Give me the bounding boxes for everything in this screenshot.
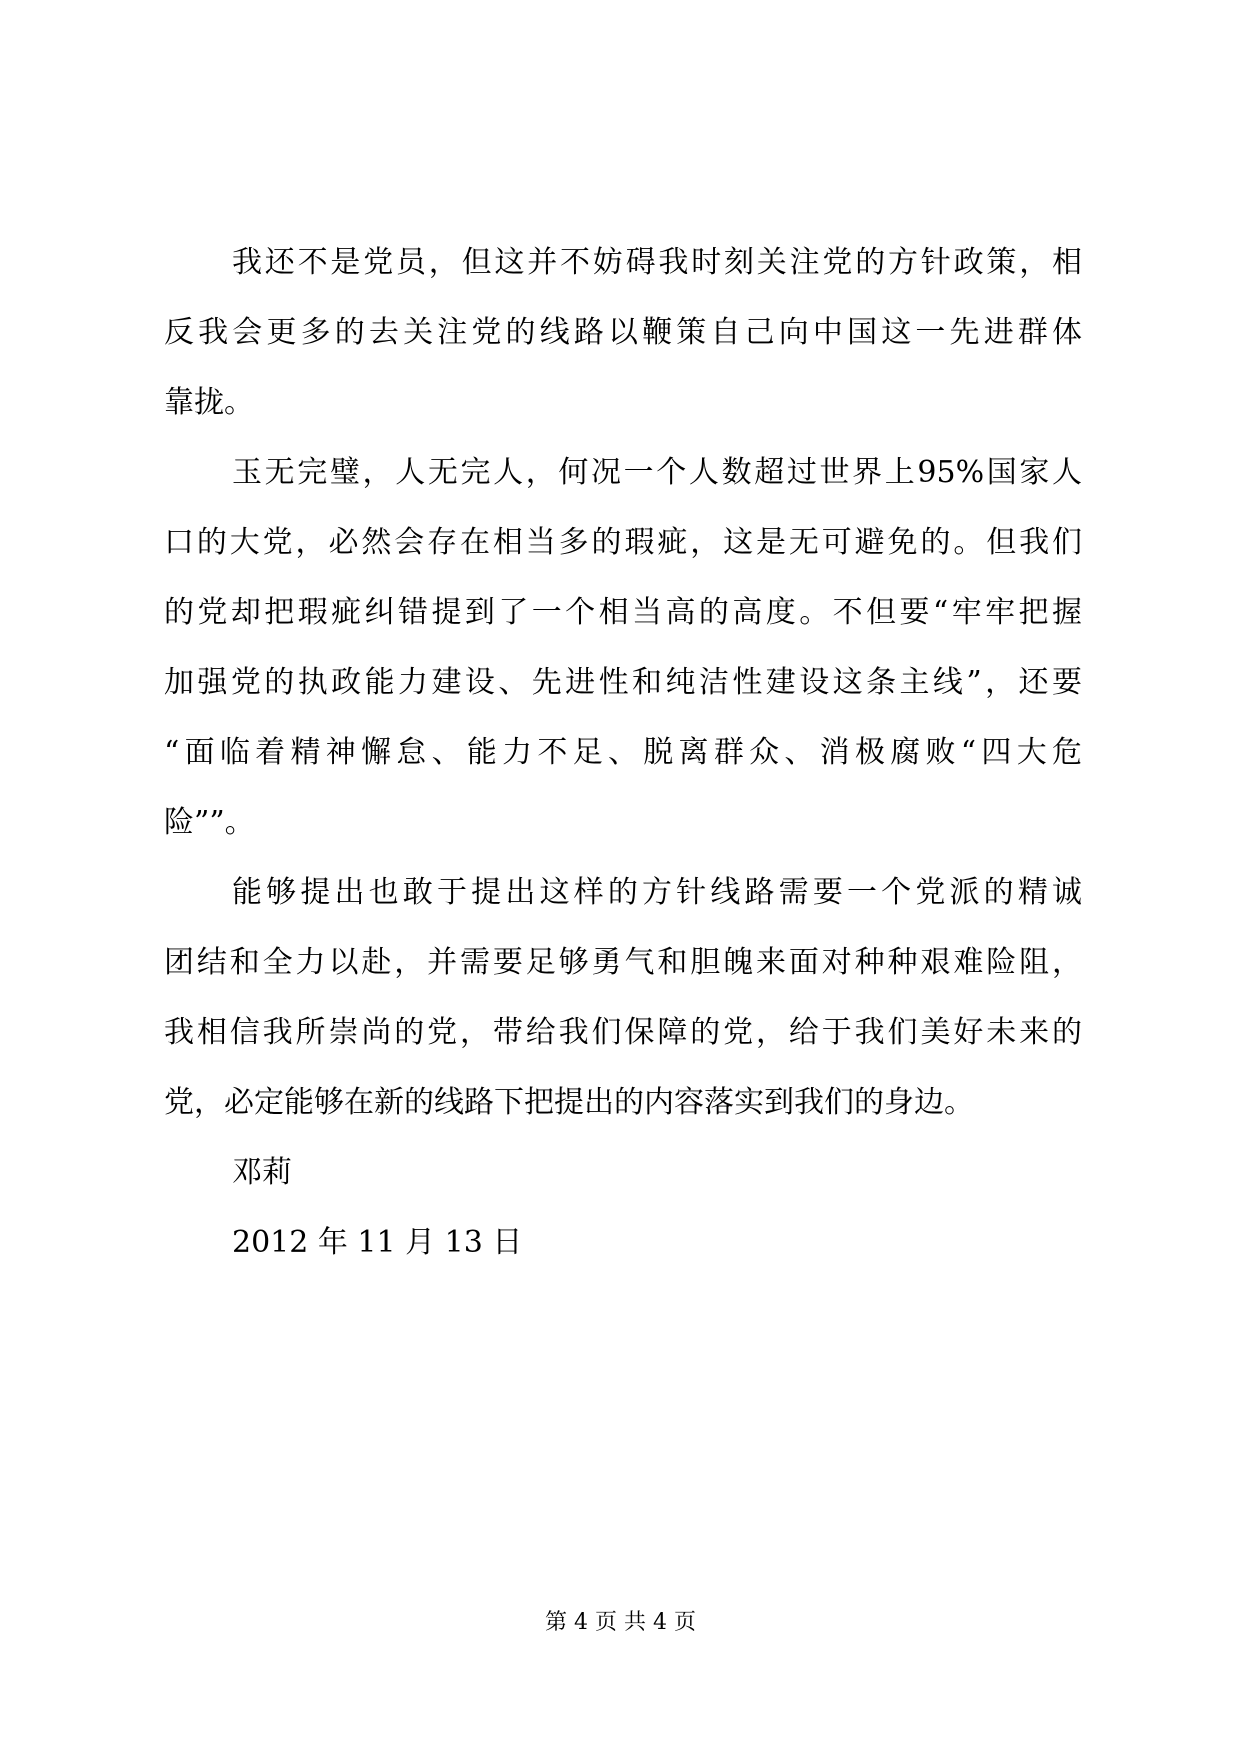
paragraph-line: 玉无完璧，人无完人，何况一个人数超过世界上95%国家人 — [232, 455, 1082, 490]
paragraph-3 — [164, 858, 1082, 1138]
paragraph-line: 口的大党，必然会存在相当多的瑕疵，这是无可避免的。但我们 — [164, 525, 1082, 560]
paragraph-line: 加强党的执政能力建设、先进性和纯洁性建设这条主线”，还要 — [164, 665, 1082, 700]
paragraph-line: 我还不是党员，但这并不妨碍我时刻关注党的方针政策，相 — [232, 245, 1082, 280]
signature: 邓莉 — [232, 1155, 292, 1190]
paragraph-line: 党，必定能够在新的线路下把提出的内容落实到我们的身边。 — [164, 1085, 974, 1120]
paragraph-line: 我相信我所崇尚的党，带给我们保障的党，给于我们美好未来的 — [164, 1015, 1082, 1050]
paragraph-line: 团结和全力以赴，并需要足够勇气和胆魄来面对种种艰难险阻， — [164, 945, 1082, 980]
paragraph-line: 靠拢。 — [164, 385, 254, 420]
paragraph-line: “面临着精神懈怠、能力不足、脱离群众、消极腐败“四大危 — [164, 735, 1082, 770]
paragraph-line: 能够提出也敢于提出这样的方针线路需要一个党派的精诚 — [232, 875, 1082, 910]
paragraph-2 — [164, 438, 1082, 858]
paragraph-line: 的党却把瑕疵纠错提到了一个相当高的高度。不但要“牢牢把握 — [164, 595, 1082, 630]
paragraph-line: 反我会更多的去关注党的线路以鞭策自己向中国这一先进群体 — [164, 315, 1082, 350]
date: 2012 年 11 月 13 日 — [232, 1225, 523, 1260]
paragraph-1 — [164, 228, 1082, 438]
paragraph-line: 险””。 — [164, 805, 255, 840]
document-body — [164, 228, 1082, 1278]
page-footer: 第 4 页 共 4 页 — [545, 1610, 696, 1635]
